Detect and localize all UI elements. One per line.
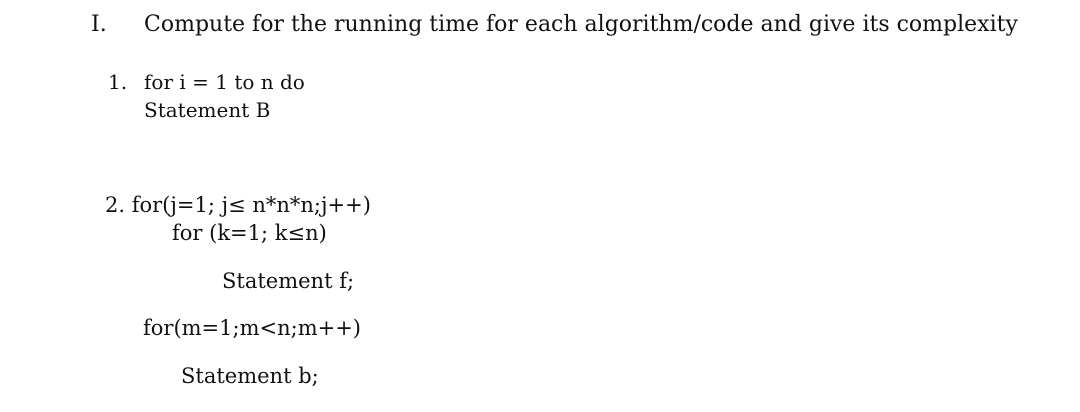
section-numeral: I. <box>91 12 107 37</box>
item-2-code-line-5: Statement b; <box>181 364 319 388</box>
item-2-code-line-4: for(m=1;m<n;m++) <box>143 316 361 340</box>
item-1-code-line-2: Statement B <box>144 98 271 122</box>
item-2-code-line-3: Statement f; <box>222 269 355 293</box>
item-2-code-line-2: for (k=1; k≤n) <box>172 221 327 245</box>
item-2-code-line-1: 2. for(j=1; j≤ n*n*n;j++) <box>105 193 371 217</box>
item-1-number: 1. <box>108 70 128 94</box>
section-heading: Compute for the running time for each algorithm/code and give its complexity <box>144 12 1018 37</box>
item-1-code-line-1: for i = 1 to n do <box>144 70 305 94</box>
